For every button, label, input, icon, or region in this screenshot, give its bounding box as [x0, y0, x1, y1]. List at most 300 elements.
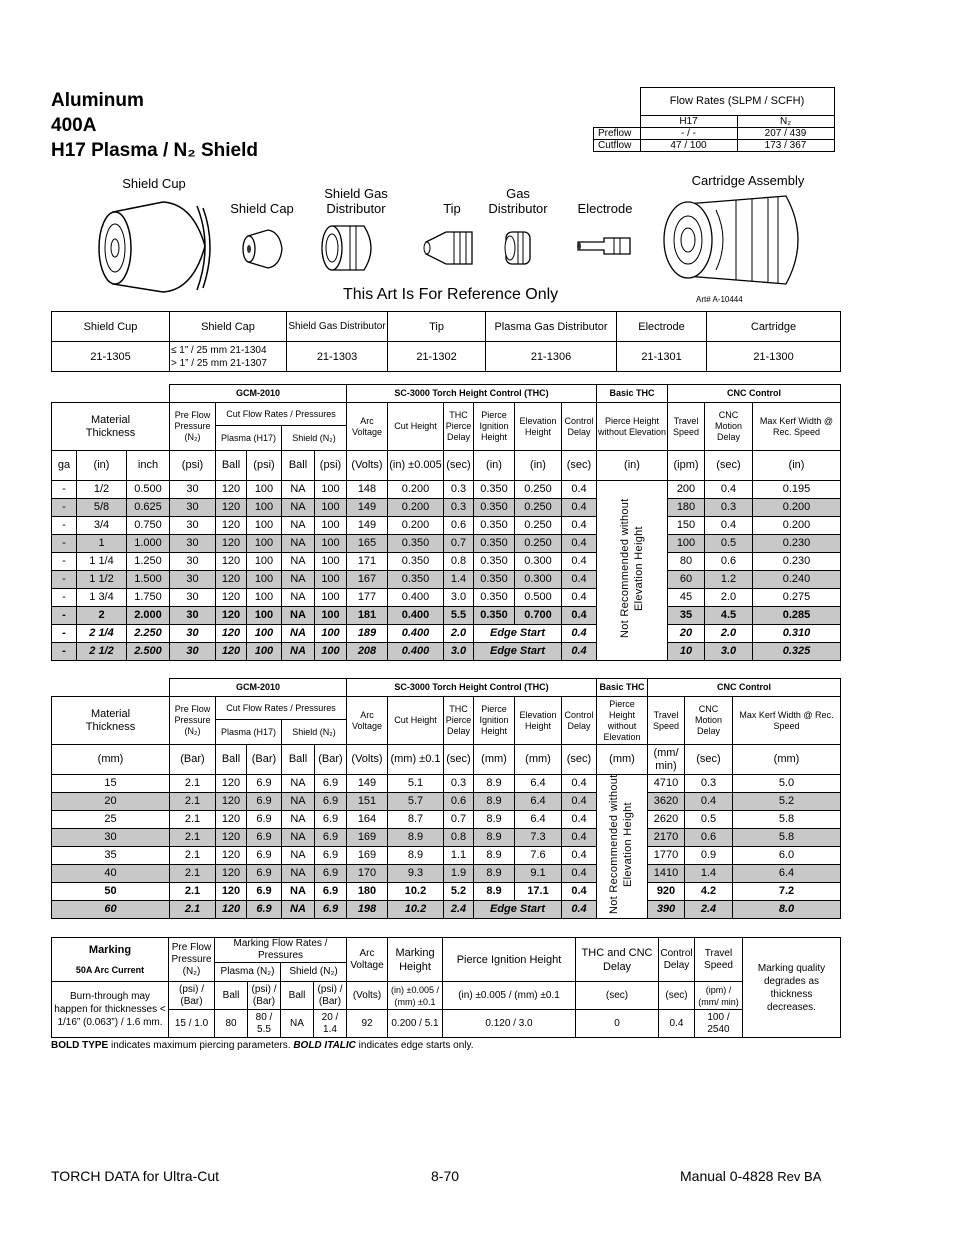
table-cell: 0.3 — [685, 775, 733, 793]
reference-note: This Art Is For Reference Only — [343, 286, 559, 303]
footer-left: TORCH DATA for Ultra-Cut — [51, 1168, 220, 1184]
unit-cell: (in) — [77, 451, 127, 481]
table-cell: - — [52, 607, 77, 625]
table-row — [52, 811, 841, 829]
table-cell: 1.4 — [444, 571, 474, 589]
table-cell: 0.5 — [685, 811, 733, 829]
table-cell: 7.2 — [733, 883, 841, 901]
table-cell: 189 — [347, 625, 388, 643]
table-cell: 1 3/4 — [77, 589, 127, 607]
table-cell: 0.6 — [444, 793, 474, 811]
table-cell: 80 — [668, 553, 705, 571]
table-cell: 120 — [216, 589, 247, 607]
table-cell: - — [52, 535, 77, 553]
table-cell: 6.9 — [247, 901, 282, 919]
preflow-h17: - / - — [640, 128, 737, 140]
table-cell: NA — [282, 901, 315, 919]
footer-right: Manual 0-4828 Rev BA — [680, 1168, 822, 1184]
table-cell: 30 — [52, 829, 170, 847]
hdr-cut-height: Cut Height — [388, 697, 444, 745]
unit-cell: Ball — [216, 745, 247, 775]
table-cell: 6.9 — [315, 793, 347, 811]
table-cell: 8.9 — [474, 829, 515, 847]
table-cell: 0.4 — [562, 829, 597, 847]
unit-cell: (mm) — [474, 745, 515, 775]
table-cell: 180 — [668, 499, 705, 517]
table-cell: 6.9 — [247, 883, 282, 901]
mk-value: 80 — [215, 1010, 248, 1038]
table-cell: 60 — [52, 901, 170, 919]
table-cell: 120 — [216, 535, 247, 553]
mk-value: 0.200 / 5.1 — [388, 1010, 443, 1038]
table-cell: 0.350 — [474, 553, 515, 571]
table-row — [52, 901, 841, 919]
table-cell: 0.4 — [562, 625, 597, 643]
mk-unit: (sec) — [659, 982, 695, 1010]
table-cell: 3.0 — [444, 589, 474, 607]
table-cell: 100 — [315, 499, 347, 517]
table-cell: 2.0 — [705, 589, 753, 607]
table-cell: - — [52, 517, 77, 535]
table-cell: 0.400 — [388, 643, 444, 661]
table-cell: 2.1 — [170, 811, 216, 829]
page-title — [51, 88, 258, 163]
table-cell: 2.1 — [170, 793, 216, 811]
table-cell: 100 — [247, 589, 282, 607]
table-cell: 6.9 — [315, 847, 347, 865]
table-cell: 100 — [247, 535, 282, 553]
hdr-cartridge: Cartridge — [707, 312, 841, 342]
hdr-shield: Shield (N₂) — [282, 720, 347, 745]
table-cell: 5.5 — [444, 607, 474, 625]
hdr-cnc: CNC Control — [648, 679, 841, 697]
table-cell: 2.0 — [705, 625, 753, 643]
table-cell: 149 — [347, 499, 388, 517]
hdr-kerf: Max Kerf Width @ Rec. Speed — [753, 403, 841, 451]
title-amperage: 400A — [51, 115, 97, 136]
table-cell: 100 — [247, 499, 282, 517]
table-cell: 0.350 — [474, 517, 515, 535]
table-cell: 100 — [668, 535, 705, 553]
table-cell: 8.9 — [474, 811, 515, 829]
mk-travel: Travel Speed — [695, 938, 743, 982]
table-cell: 0.625 — [127, 499, 170, 517]
table-cell: 1.2 — [705, 571, 753, 589]
table-cell: 0.4 — [562, 589, 597, 607]
mk-value: 15 / 1.0 — [169, 1010, 215, 1038]
hdr-travel-speed: Travel Speed — [668, 403, 705, 451]
table-cell: 100 — [247, 607, 282, 625]
table-cell: 0.3 — [444, 499, 474, 517]
table-cell: 0.500 — [515, 589, 562, 607]
table-cell: 6.9 — [315, 883, 347, 901]
hdr-gcm: GCM-2010 — [170, 385, 347, 403]
table-cell: 390 — [648, 901, 685, 919]
table-cell: 167 — [347, 571, 388, 589]
unit-cell: (psi) — [247, 451, 282, 481]
table-cell: 0.200 — [753, 499, 841, 517]
table-cell: 4710 — [648, 775, 685, 793]
table-cell: 120 — [216, 499, 247, 517]
table-cell: 2.0 — [444, 625, 474, 643]
footer-page: 8-70 — [431, 1168, 460, 1184]
table-cell: - — [52, 481, 77, 499]
table-cell: 0.350 — [388, 553, 444, 571]
table-cell: 8.0 — [733, 901, 841, 919]
cartridge-image — [656, 190, 816, 290]
hdr-control-delay: Control Delay — [562, 403, 597, 451]
table-cell: 0.275 — [753, 589, 841, 607]
table-cell: 50 — [52, 883, 170, 901]
table-cell: 5.1 — [388, 775, 444, 793]
table-cell: 120 — [216, 517, 247, 535]
table-cell: 149 — [347, 775, 388, 793]
table-cell: 35 — [52, 847, 170, 865]
imperial-cut-table — [51, 384, 841, 661]
table-cell: 164 — [347, 811, 388, 829]
table-cell: 151 — [347, 793, 388, 811]
mk-unit: (in) ±0.005 / (mm) ±0.1 — [443, 982, 576, 1010]
unit-cell: Ball — [216, 451, 247, 481]
table-cell: 8.9 — [474, 847, 515, 865]
table-cell: 30 — [170, 481, 216, 499]
footnote: BOLD TYPE indicates maximum piercing parameters. BOLD ITALIC indicates edge starts only. — [51, 1040, 474, 1051]
hdr-sc3000: SC-3000 Torch Height Control (THC) — [347, 679, 597, 697]
hdr-travel-speed: Travel Speed — [648, 697, 685, 745]
table-cell: 6.4 — [515, 793, 562, 811]
hdr-material-thickness: Material Thickness — [52, 403, 170, 451]
table-cell: 2.250 — [127, 625, 170, 643]
table-cell: 8.7 — [388, 811, 444, 829]
hdr-cutflow: Cut Flow Rates / Pressures — [216, 697, 347, 720]
marking-table — [51, 937, 841, 1038]
unit-cell: (Bar) — [247, 745, 282, 775]
table-cell: 0.4 — [705, 517, 753, 535]
title-material: Aluminum — [51, 90, 144, 111]
unit-cell: (Bar) — [170, 745, 216, 775]
table-cell: 15 — [52, 775, 170, 793]
table-cell: - — [52, 625, 77, 643]
table-cell: 0.9 — [685, 847, 733, 865]
table-cell: 0.4 — [562, 535, 597, 553]
table-cell: 8.9 — [388, 847, 444, 865]
table-cell: 120 — [216, 553, 247, 571]
unit-cell: ga — [52, 451, 77, 481]
table-cell: - — [52, 553, 77, 571]
mk-pierce: Pierce Ignition Height — [443, 938, 576, 982]
hdr-shield: Shield (N₂) — [282, 426, 347, 451]
table-cell: 2 — [77, 607, 127, 625]
mk-value: 0.120 / 3.0 — [443, 1010, 576, 1038]
table-cell: 100 — [247, 481, 282, 499]
table-cell: 9.3 — [388, 865, 444, 883]
mk-value: 20 / 1.4 — [314, 1010, 347, 1038]
not-recommended-cell — [597, 775, 648, 919]
table-cell: - — [52, 499, 77, 517]
table-cell: 2 1/4 — [77, 625, 127, 643]
shield-gas-distributor-image — [320, 220, 382, 276]
hdr-pierce-ignition: Pierce Ignition Height — [474, 697, 515, 745]
edge-start-cell: Edge Start — [474, 625, 562, 643]
hdr-material-thickness: Material Thickness — [52, 697, 170, 745]
table-cell: 100 — [315, 517, 347, 535]
table-cell: 0.3 — [705, 499, 753, 517]
label-shield-cap: Shield Cap — [230, 201, 294, 216]
table-cell: 120 — [216, 571, 247, 589]
table-cell: 180 — [347, 883, 388, 901]
table-cell: 0.3 — [444, 481, 474, 499]
table-cell: NA — [282, 571, 315, 589]
table-cell: NA — [282, 847, 315, 865]
table-cell: 0.4 — [562, 901, 597, 919]
mk-value: 0.4 — [659, 1010, 695, 1038]
table-cell: 0.8 — [444, 829, 474, 847]
table-cell: 3.0 — [705, 643, 753, 661]
mk-note: Burn-through may happen for thicknesses < 1/16” (0.063”) / 1.6 mm. — [52, 982, 169, 1038]
table-cell: 169 — [347, 829, 388, 847]
flow-rates-header: Flow Rates (SLPM / SCFH) — [640, 88, 834, 116]
unit-cell: (Bar) — [315, 745, 347, 775]
hdr-arc-voltage: Arc Voltage — [347, 403, 388, 451]
table-cell: 0.250 — [515, 481, 562, 499]
table-cell: 5.8 — [733, 829, 841, 847]
table-cell: 0.4 — [562, 481, 597, 499]
hdr-cnc: CNC Control — [668, 385, 841, 403]
table-cell: 10 — [668, 643, 705, 661]
table-cell: 0.350 — [474, 589, 515, 607]
table-cell: 0.250 — [515, 517, 562, 535]
unit-cell: (Volts) — [347, 745, 388, 775]
hdr-tip: Tip — [388, 312, 486, 342]
unit-cell: inch — [127, 451, 170, 481]
table-cell: 0.195 — [753, 481, 841, 499]
unit-cell: (psi) — [170, 451, 216, 481]
table-cell: 0.4 — [562, 643, 597, 661]
not-recommended-text: Not Recommended without Elevation Height — [608, 774, 634, 915]
table-cell: 2.1 — [170, 865, 216, 883]
table-cell: 30 — [170, 571, 216, 589]
table-cell: NA — [282, 829, 315, 847]
table-cell: 0.350 — [388, 571, 444, 589]
val-electrode: 21-1301 — [617, 342, 707, 372]
marking-title-cell: Marking 50A Arc Current — [52, 938, 169, 982]
table-cell: 0.7 — [444, 535, 474, 553]
mk-plasma: Plasma (N₂) — [215, 963, 281, 982]
table-cell: 149 — [347, 517, 388, 535]
mk-ctrl: Control Delay — [659, 938, 695, 982]
mk-unit: (Volts) — [347, 982, 388, 1010]
table-cell: 5.7 — [388, 793, 444, 811]
hdr-plasma: Plasma (H17) — [216, 426, 282, 451]
tip-image — [420, 226, 476, 270]
electrode-image — [574, 232, 634, 260]
table-cell: 45 — [668, 589, 705, 607]
table-cell: 1.750 — [127, 589, 170, 607]
mk-quality: Marking quality degrades as thickness decreases. — [743, 938, 841, 1038]
table-cell: - — [52, 571, 77, 589]
mk-unit: (ipm) / (mm/ min) — [695, 982, 743, 1010]
table-cell: 0.4 — [685, 793, 733, 811]
table-cell: 100 — [247, 517, 282, 535]
hdr-preflow: Pre Flow Pressure (N₂) — [170, 697, 216, 745]
hdr-shield-cup: Shield Cup — [52, 312, 170, 342]
table-cell: 2.4 — [685, 901, 733, 919]
unit-cell: (mm) — [515, 745, 562, 775]
table-cell: 8.9 — [474, 775, 515, 793]
table-cell: 6.4 — [733, 865, 841, 883]
cutflow-n2: 173 / 367 — [737, 140, 834, 152]
table-cell: 0.325 — [753, 643, 841, 661]
table-cell: 169 — [347, 847, 388, 865]
table-cell: 1.000 — [127, 535, 170, 553]
table-row — [52, 775, 841, 793]
table-cell: 3.0 — [444, 643, 474, 661]
table-cell: 100 — [315, 589, 347, 607]
table-cell: NA — [282, 625, 315, 643]
flow-rates-table — [593, 87, 835, 152]
table-cell: 1/2 — [77, 481, 127, 499]
table-cell: 100 — [315, 535, 347, 553]
table-cell: 60 — [668, 571, 705, 589]
table-cell: 1.1 — [444, 847, 474, 865]
table-cell: 120 — [216, 793, 247, 811]
table-cell: 0.750 — [127, 517, 170, 535]
hdr-cutflow: Cut Flow Rates / Pressures — [216, 403, 347, 426]
table-row — [52, 829, 841, 847]
metric-cut-table — [51, 678, 841, 919]
unit-cell: (in) — [474, 451, 515, 481]
table-row — [52, 517, 841, 535]
label-shield-cup: Shield Cup — [122, 176, 186, 191]
table-row — [52, 571, 841, 589]
val-shield-cup: 21-1305 — [52, 342, 170, 372]
table-cell: 6.0 — [733, 847, 841, 865]
mk-height: Marking Height — [388, 938, 443, 982]
table-cell: 20 — [52, 793, 170, 811]
table-cell: 1 — [77, 535, 127, 553]
cutflow-label: Cutflow — [594, 140, 641, 152]
table-cell: 0.3 — [444, 775, 474, 793]
hdr-control-delay: Control Delay — [562, 697, 597, 745]
val-shield-gas: 21-1303 — [287, 342, 388, 372]
gas-distributor-image — [500, 228, 536, 268]
mk-value: 80 / 5.5 — [248, 1010, 281, 1038]
table-cell: 100 — [247, 625, 282, 643]
table-cell: 10.2 — [388, 901, 444, 919]
hdr-cnc-delay: CNC Motion Delay — [685, 697, 733, 745]
table-cell: 0.230 — [753, 553, 841, 571]
preflow-label: Preflow — [594, 128, 641, 140]
label-cartridge: Cartridge Assembly — [691, 173, 805, 188]
table-cell: 30 — [170, 535, 216, 553]
table-cell: 4.2 — [685, 883, 733, 901]
table-cell: NA — [282, 589, 315, 607]
table-cell: 0.310 — [753, 625, 841, 643]
unit-cell: Ball — [282, 745, 315, 775]
hdr-pierce-height: Pierce Height without Elevation — [597, 403, 668, 451]
table-cell: 0.4 — [562, 553, 597, 571]
table-cell: 1.4 — [685, 865, 733, 883]
table-cell: 7.6 — [515, 847, 562, 865]
table-cell: 4.5 — [705, 607, 753, 625]
table-cell: 0.240 — [753, 571, 841, 589]
mk-arc: Arc Voltage — [347, 938, 388, 982]
table-row — [52, 883, 841, 901]
label-shield-gas: Shield Gas Distributor — [324, 186, 388, 216]
table-cell: NA — [282, 643, 315, 661]
table-cell: 0.4 — [562, 607, 597, 625]
table-cell: 200 — [668, 481, 705, 499]
table-row — [52, 499, 841, 517]
table-cell: 120 — [216, 829, 247, 847]
hdr-shield-cap: Shield Cap — [170, 312, 287, 342]
table-cell: 6.9 — [315, 865, 347, 883]
table-cell: 0.4 — [562, 571, 597, 589]
mk-unit: Ball — [281, 982, 314, 1010]
mk-unit: (sec) — [576, 982, 659, 1010]
table-cell: 0.230 — [753, 535, 841, 553]
table-cell: 0.4 — [562, 811, 597, 829]
unit-cell: (sec) — [444, 745, 474, 775]
table-cell: 6.9 — [315, 811, 347, 829]
table-cell: 2.1 — [170, 901, 216, 919]
table-cell: 6.9 — [247, 865, 282, 883]
table-cell: 120 — [216, 865, 247, 883]
unit-cell: (in) — [515, 451, 562, 481]
table-cell: 2.1 — [170, 775, 216, 793]
table-row — [52, 793, 841, 811]
table-cell: 2620 — [648, 811, 685, 829]
table-row — [52, 481, 841, 499]
table-row — [52, 643, 841, 661]
mk-thc: THC and CNC Delay — [576, 938, 659, 982]
hdr-plasma: Plasma (H17) — [216, 720, 282, 745]
table-cell: 100 — [315, 481, 347, 499]
hdr-basic-thc: Basic THC — [597, 385, 668, 403]
table-cell: 35 — [668, 607, 705, 625]
unit-cell: (sec) — [562, 745, 597, 775]
table-cell: 120 — [216, 775, 247, 793]
table-cell: NA — [282, 883, 315, 901]
table-cell: 2.500 — [127, 643, 170, 661]
mk-shield: Shield (N₂) — [281, 963, 347, 982]
table-cell: 0.200 — [388, 481, 444, 499]
cutflow-h17: 47 / 100 — [640, 140, 737, 152]
col-h17: H17 — [640, 116, 737, 128]
table-cell: 181 — [347, 607, 388, 625]
table-cell: 148 — [347, 481, 388, 499]
table-cell: 0.4 — [562, 847, 597, 865]
table-cell: 120 — [216, 481, 247, 499]
table-cell: 198 — [347, 901, 388, 919]
table-cell: 0.300 — [515, 553, 562, 571]
table-cell: 8.9 — [388, 829, 444, 847]
unit-cell: (mm) — [52, 745, 170, 775]
unit-cell: (mm) — [597, 745, 648, 775]
table-cell: 0.6 — [705, 553, 753, 571]
table-cell: 0.4 — [562, 865, 597, 883]
unit-cell: (in) — [597, 451, 668, 481]
table-cell: 0.400 — [388, 589, 444, 607]
table-cell: 30 — [170, 499, 216, 517]
table-cell: 6.4 — [515, 775, 562, 793]
table-cell: 0.4 — [562, 499, 597, 517]
label-tip: Tip — [443, 201, 461, 216]
table-cell: NA — [282, 607, 315, 625]
hdr-gcm: GCM-2010 — [170, 679, 347, 697]
unit-cell: (sec) — [562, 451, 597, 481]
hdr-pierce-height: Pierce Height without Elevation — [597, 697, 648, 745]
